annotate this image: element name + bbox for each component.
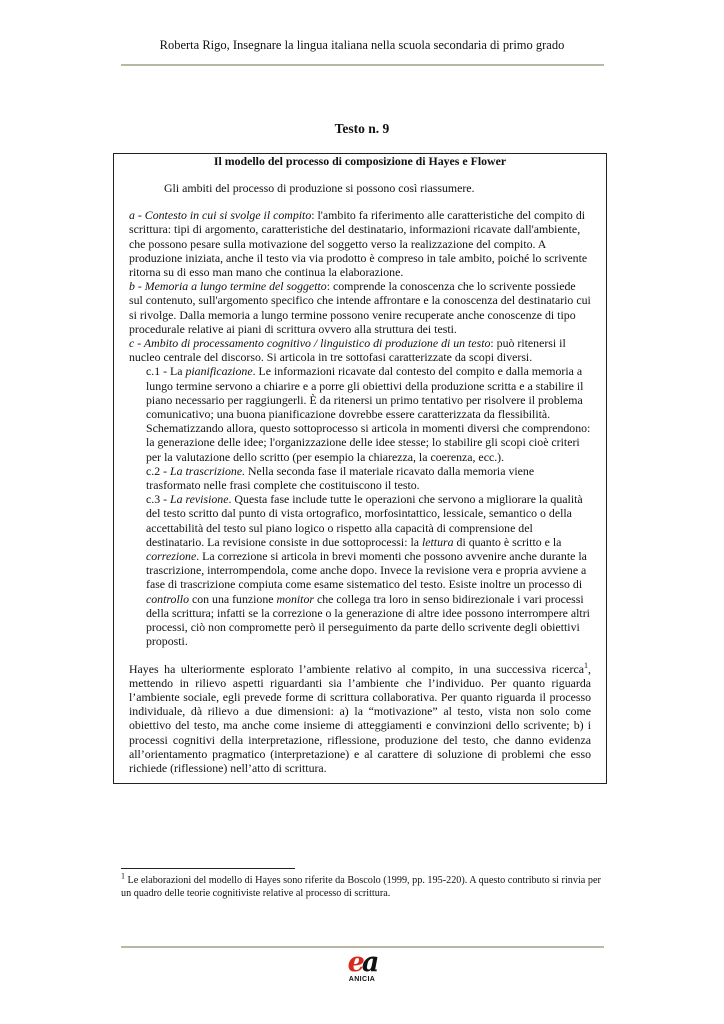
running-header: Roberta Rigo, Insegnare la lingua italiana nella scuola secondaria di primo grado (159, 38, 565, 52)
conclusion-text-2: , mettendo in rilievo aspetti riguardanti sia l’ambiente che l’individuo. Per quanto riguarda l’ambiente sociale, egli prevede forme di scrittura collaborativa. Per quanto riguarda il processo individuale, dà rilievo a due dimensioni: a) la “motivazione” al testo, vista non solo come obiettivo del testo, ma anche come insieme di atteggiamenti e convinzioni dello scrivente; b) i processi cognitivi della interpretazione, riflessione, produzione del testo, che danno evidenza all’orientamento pragmatico (interpretazione) e al carattere di soluzione di problemi che esso richiede (riflessione) nell’atto di scrittura. (129, 661, 591, 775)
c3-text-2: di quanto è scritto e la (453, 534, 562, 549)
conclusion-text-1: Hayes ha ulteriormente esplorato l’ambiente relativo al compito, in una successiva ricerca (129, 661, 585, 676)
logo-name: ANICIA (348, 976, 376, 983)
footnote-reference[interactable]: 1 (584, 660, 589, 670)
section-a-text: : l'ambito fa riferimento alle caratteristiche del compito di scrittura: tipi di argomento, caratteristiche del destinatario, informazioni ricavate dall'ambiente, che possono pesare sulla motivazione del soggetto verso la realizzazione del compito. A produzione iniziata, anche il testo via via prodotto è compreso in tale ambito, poiché lo scrivente ritorna su di esso man mano che continua la elaborazione. (129, 208, 588, 280)
header-rule (121, 64, 604, 66)
c3-term-lettura: lettura (421, 534, 454, 549)
subsection-c1 (146, 364, 591, 463)
c3-term-monitor: monitor (276, 591, 314, 606)
c2-prefix: c.2 - (146, 463, 171, 478)
section-c (129, 336, 591, 364)
logo-mark-e: e (347, 947, 362, 978)
c2-term: La trascrizione. (170, 463, 246, 478)
logo-mark-a: a (361, 947, 377, 978)
c3-prefix: c.3 - (146, 492, 171, 507)
document-title: Testo n. 9 (334, 121, 390, 136)
c1-text: . Le informazioni ricavate dal contesto del compito e dalla memoria a lungo termine servono a chiarire e a porre gli obiettivi della produzione scritta e a stabilire il piano necessario per raggiungerli. È da ritenersi un primo tentativo per risolvere il problema comunicativo; una buona pianificazione dovrebbe essere caratterizzata da flessibilità. Schematizzando allora, questo sottoprocesso si articola in momenti diversi che comprendono: la generazione delle idee; l'organizzazione delle idee stesse; lo stabilire gli scopi cioè criteri per la valutazione dello scritto (per esempio la chiarezza, la coerenza, ecc.). (146, 364, 591, 464)
box-title: Il modello del processo di composizione di Hayes e Flower (213, 154, 507, 168)
c1-term: pianificazione (185, 364, 253, 379)
publisher-logo (340, 947, 384, 984)
logo-mark (340, 947, 384, 978)
footnote-text: Le elaborazioni del modello di Hayes sono riferite da Boscolo (1999, pp. 195-220). A questo contributo si rinvia per un quadro delle teorie cognitiviste relative al processo di scrittura. (121, 875, 601, 899)
c3-text-3: . La correzione si articola in brevi momenti che possono avvenire anche durante la trascrizione, interrompendola, come anche dopo. Invece la revisione vera e propria avviene a fase di trascrizione compiuta come esame sistematico del testo. Esiste inoltre un processo di (146, 549, 587, 592)
footnote-separator (121, 868, 295, 869)
c3-text-1: . Questa fase include tutte le operazioni che servono a migliorare la qualità del testo scritto dal punto di vista ortografico, morfosintattico, lessicale, semantico o della accettabilità del testo sul piano logico o rispetto alla capacità di comprensione del destinatario. La revisione consiste in due sottoprocessi: la (146, 492, 583, 549)
section-a-label: a - Contesto in cui si svolge il compito (129, 208, 312, 223)
c1-prefix: c.1 - La (146, 364, 186, 379)
section-b (129, 279, 591, 336)
c2-text: Nella seconda fase il materiale ricavato dalla memoria viene trasformato nelle frasi complete che costituiscono il testo. (146, 463, 535, 493)
c3-text-4: con una funzione (189, 591, 277, 606)
subsection-c2 (146, 464, 591, 492)
text-box (113, 153, 607, 784)
footnote (121, 871, 607, 900)
c3-term: La revisione (170, 492, 229, 507)
section-b-text: : comprende la conoscenza che lo scrivente possiede sul contenuto, sull'argomento specifico che intende affrontare e la conoscenza del destinatario cui si rivolge. Dalla memoria a lungo termine possono venire recuperate anche conoscenze di tipo procedurale relative ai piani di scrittura ovvero alla struttura dei testi. (129, 279, 591, 336)
c3-text-5: che collega tra loro in senso bidirezionale i vari processi della scrittura; infatti se la correzione o la generazione di altre idee possono interrompere altri processi, ciò non compromette però il perseguimento da parte dello scrivente degli obiettivi proposti. (146, 591, 590, 649)
intro-paragraph: Gli ambiti del processo di produzione si possono così riassumere. (164, 181, 475, 195)
c3-term-correzione: correzione (146, 549, 197, 564)
section-a (129, 208, 591, 279)
footnote-number: 1 (121, 871, 125, 881)
section-b-label: b - Memoria a lungo termine del soggetto (129, 279, 327, 294)
c3-term-controllo: controllo (146, 591, 189, 606)
section-c-text: : può ritenersi il nucleo centrale del discorso. Si articola in tre sottofasi caratterizzate da scopi diversi. (129, 336, 566, 365)
subsection-c3 (146, 492, 591, 648)
section-c-label: c - Ambito di processamento cognitivo / linguistico di produzione di un testo (129, 336, 491, 351)
conclusion-paragraph (129, 662, 591, 776)
